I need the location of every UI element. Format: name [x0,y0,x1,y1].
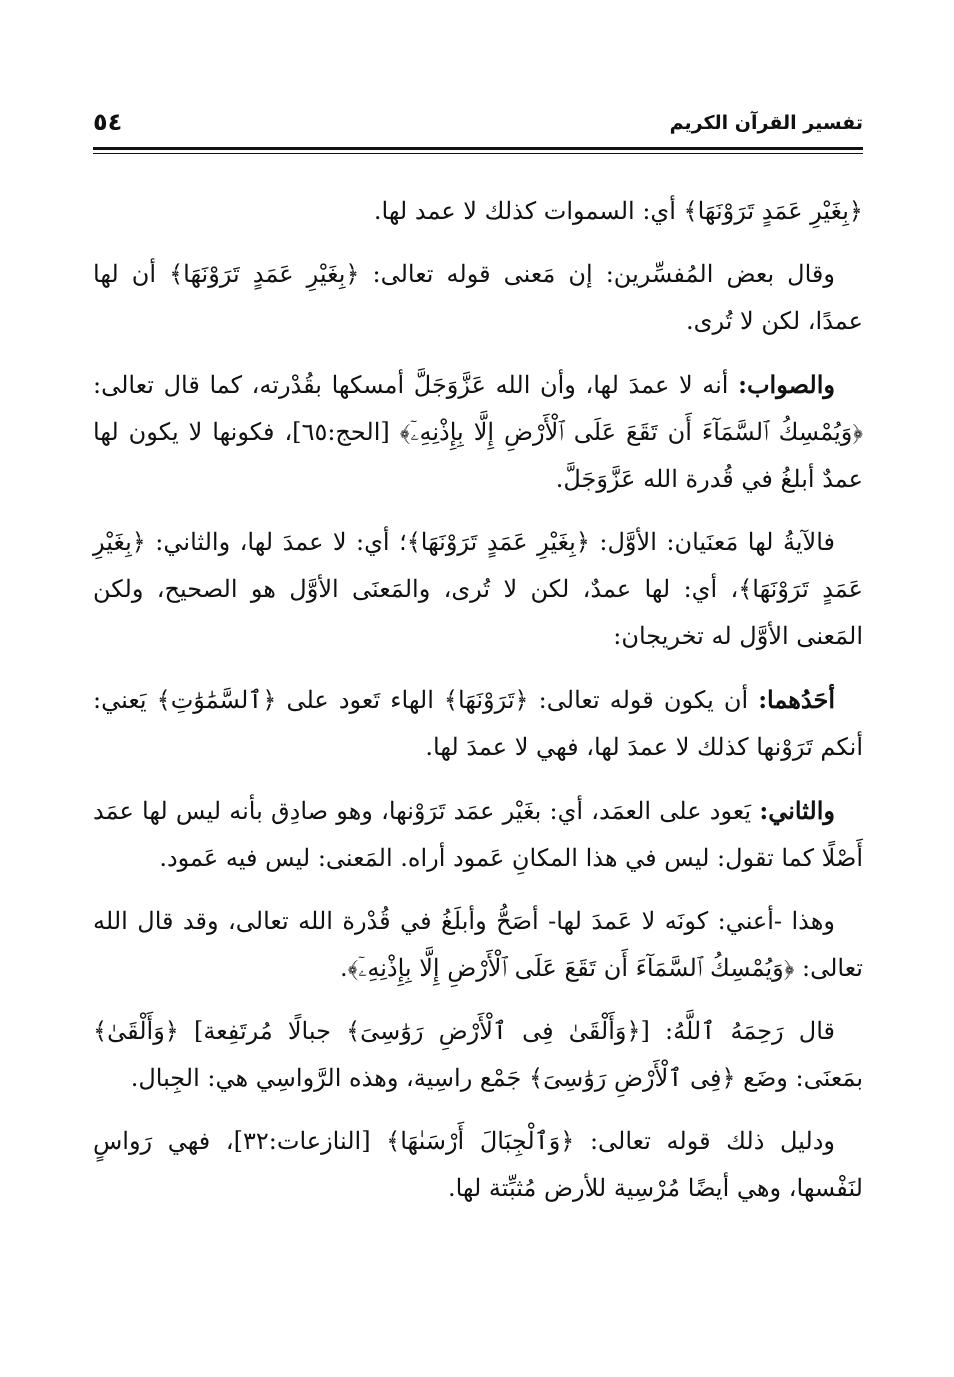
page-header [93,108,863,148]
page-number: ٥٤ [93,108,123,136]
paragraph-text: فالآيةُ لها مَعنَيان: الأوَّل: ﴿بِغَيْرِ عَمَدٍ تَرَوْنَهَا﴾؛ أي: لا عمدَ لها، والثاني: ﴿بِغَيْرِ عَمَدٍ تَرَوْنَهَا﴾، أي: لها عمدٌ، لكن لا تُرى، والمَعنَى الأوَّل هو الصحيح، ولكن المَعنى الأوَّل له تخريجان: [93,528,863,650]
paragraph-8 [93,1008,863,1102]
paragraph-lead: أحَدُهما: [758,685,835,714]
paragraph-text: قال رَحِمَهُ ٱللَّهُ: [﴿وَأَلْقَىٰ فِى ٱلْأَرْضِ رَوَٰسِىَ﴾ جبالًا مُرتَفِعة] ﴿وَأَلْقَىٰ﴾ بمَعنَى: وضَع ﴿فِى ٱلْأَرْضِ رَوَٰسِىَ﴾ جَمْع راسِية، وهذه الرَّواسِي هي: الجِبال. [93,1017,863,1092]
paragraph-5 [93,676,863,771]
paragraph-text: أنه لا عمدَ لها، وأن الله عَزَّوَجَلَّ أمسكها بقُدْرته، كما قال تعالى: ﴿وَيُمْسِكُ ٱلسَّمَآءَ أَن تَقَعَ عَلَى ٱلْأَرْضِ إِلَّا بِإِذْنِهِۦٓ﴾ [الحج:٦٥]، فكونها لا يكون لها عمدٌ أبلغُ في قُدرة الله عَزَّوَجَلَّ. [93,371,863,493]
paragraph-text: ودليل ذلك قوله تعالى: ﴿وَٱلْجِبَالَ أَرْسَىٰهَا﴾ [النازعات:٣٢]، فهي رَواسٍ لنَفْسها، وهي أيضًا مُرْسِية للأرض مُثبِّتة لها. [93,1127,863,1202]
paragraph-7 [93,898,863,992]
paragraph-text: أن يكون قوله تعالى: ﴿تَرَوْنَهَا﴾ الهاء تَعود على ﴿ٱلسَّمَٰوَٰتِ﴾ يَعني: أنكم تَرَوْنها كذلك لا عمدَ لها، فهي لا عمدَ لها. [93,686,863,761]
paragraph-text: ﴿بِغَيْرِ عَمَدٍ تَرَوْنَهَا﴾ أي: السموات كذلك لا عمد لها. [373,197,863,225]
book-title: تفسير القرآن الكريم [669,112,863,134]
paragraph-9 [93,1118,863,1212]
paragraph-lead: والصواب: [738,370,835,399]
header-rule-thick [93,147,863,150]
paragraph-6 [93,787,863,882]
paragraph-4 [93,519,863,660]
paragraph-lead: والثاني: [759,796,835,825]
page-body [93,188,863,1228]
paragraph-1 [93,188,863,235]
header-rule-thin [93,153,863,154]
paragraph-text: وهذا -أعني: كونَه لا عَمدَ لها- أصَحُّ وأبلَغُ في قُدْرة الله تعالى، وقد قال الله تعالى: ﴿وَيُمْسِكُ ٱلسَّمَآءَ أَن تَقَعَ عَلَى ٱلْأَرْضِ إِلَّا بِإِذْنِهِۦٓ﴾. [93,907,863,982]
paragraph-3 [93,361,863,503]
paragraph-text: وقال بعض المُفسِّرين: إن مَعنى قوله تعالى: ﴿بِغَيْرِ عَمَدٍ تَرَوْنَهَا﴾ أن لها عمدًا، لكن لا تُرى. [93,260,863,335]
paragraph-text: يَعود على العمَد، أي: بغَيْر عمَد تَرَوْنها، وهو صادِق بأنه ليس لها عمَد أَصْلًا كما تقول: ليس في هذا المكانِ عَمود أراه. المَعنى: ليس فيه عَمود. [93,797,863,872]
paragraph-2 [93,251,863,345]
